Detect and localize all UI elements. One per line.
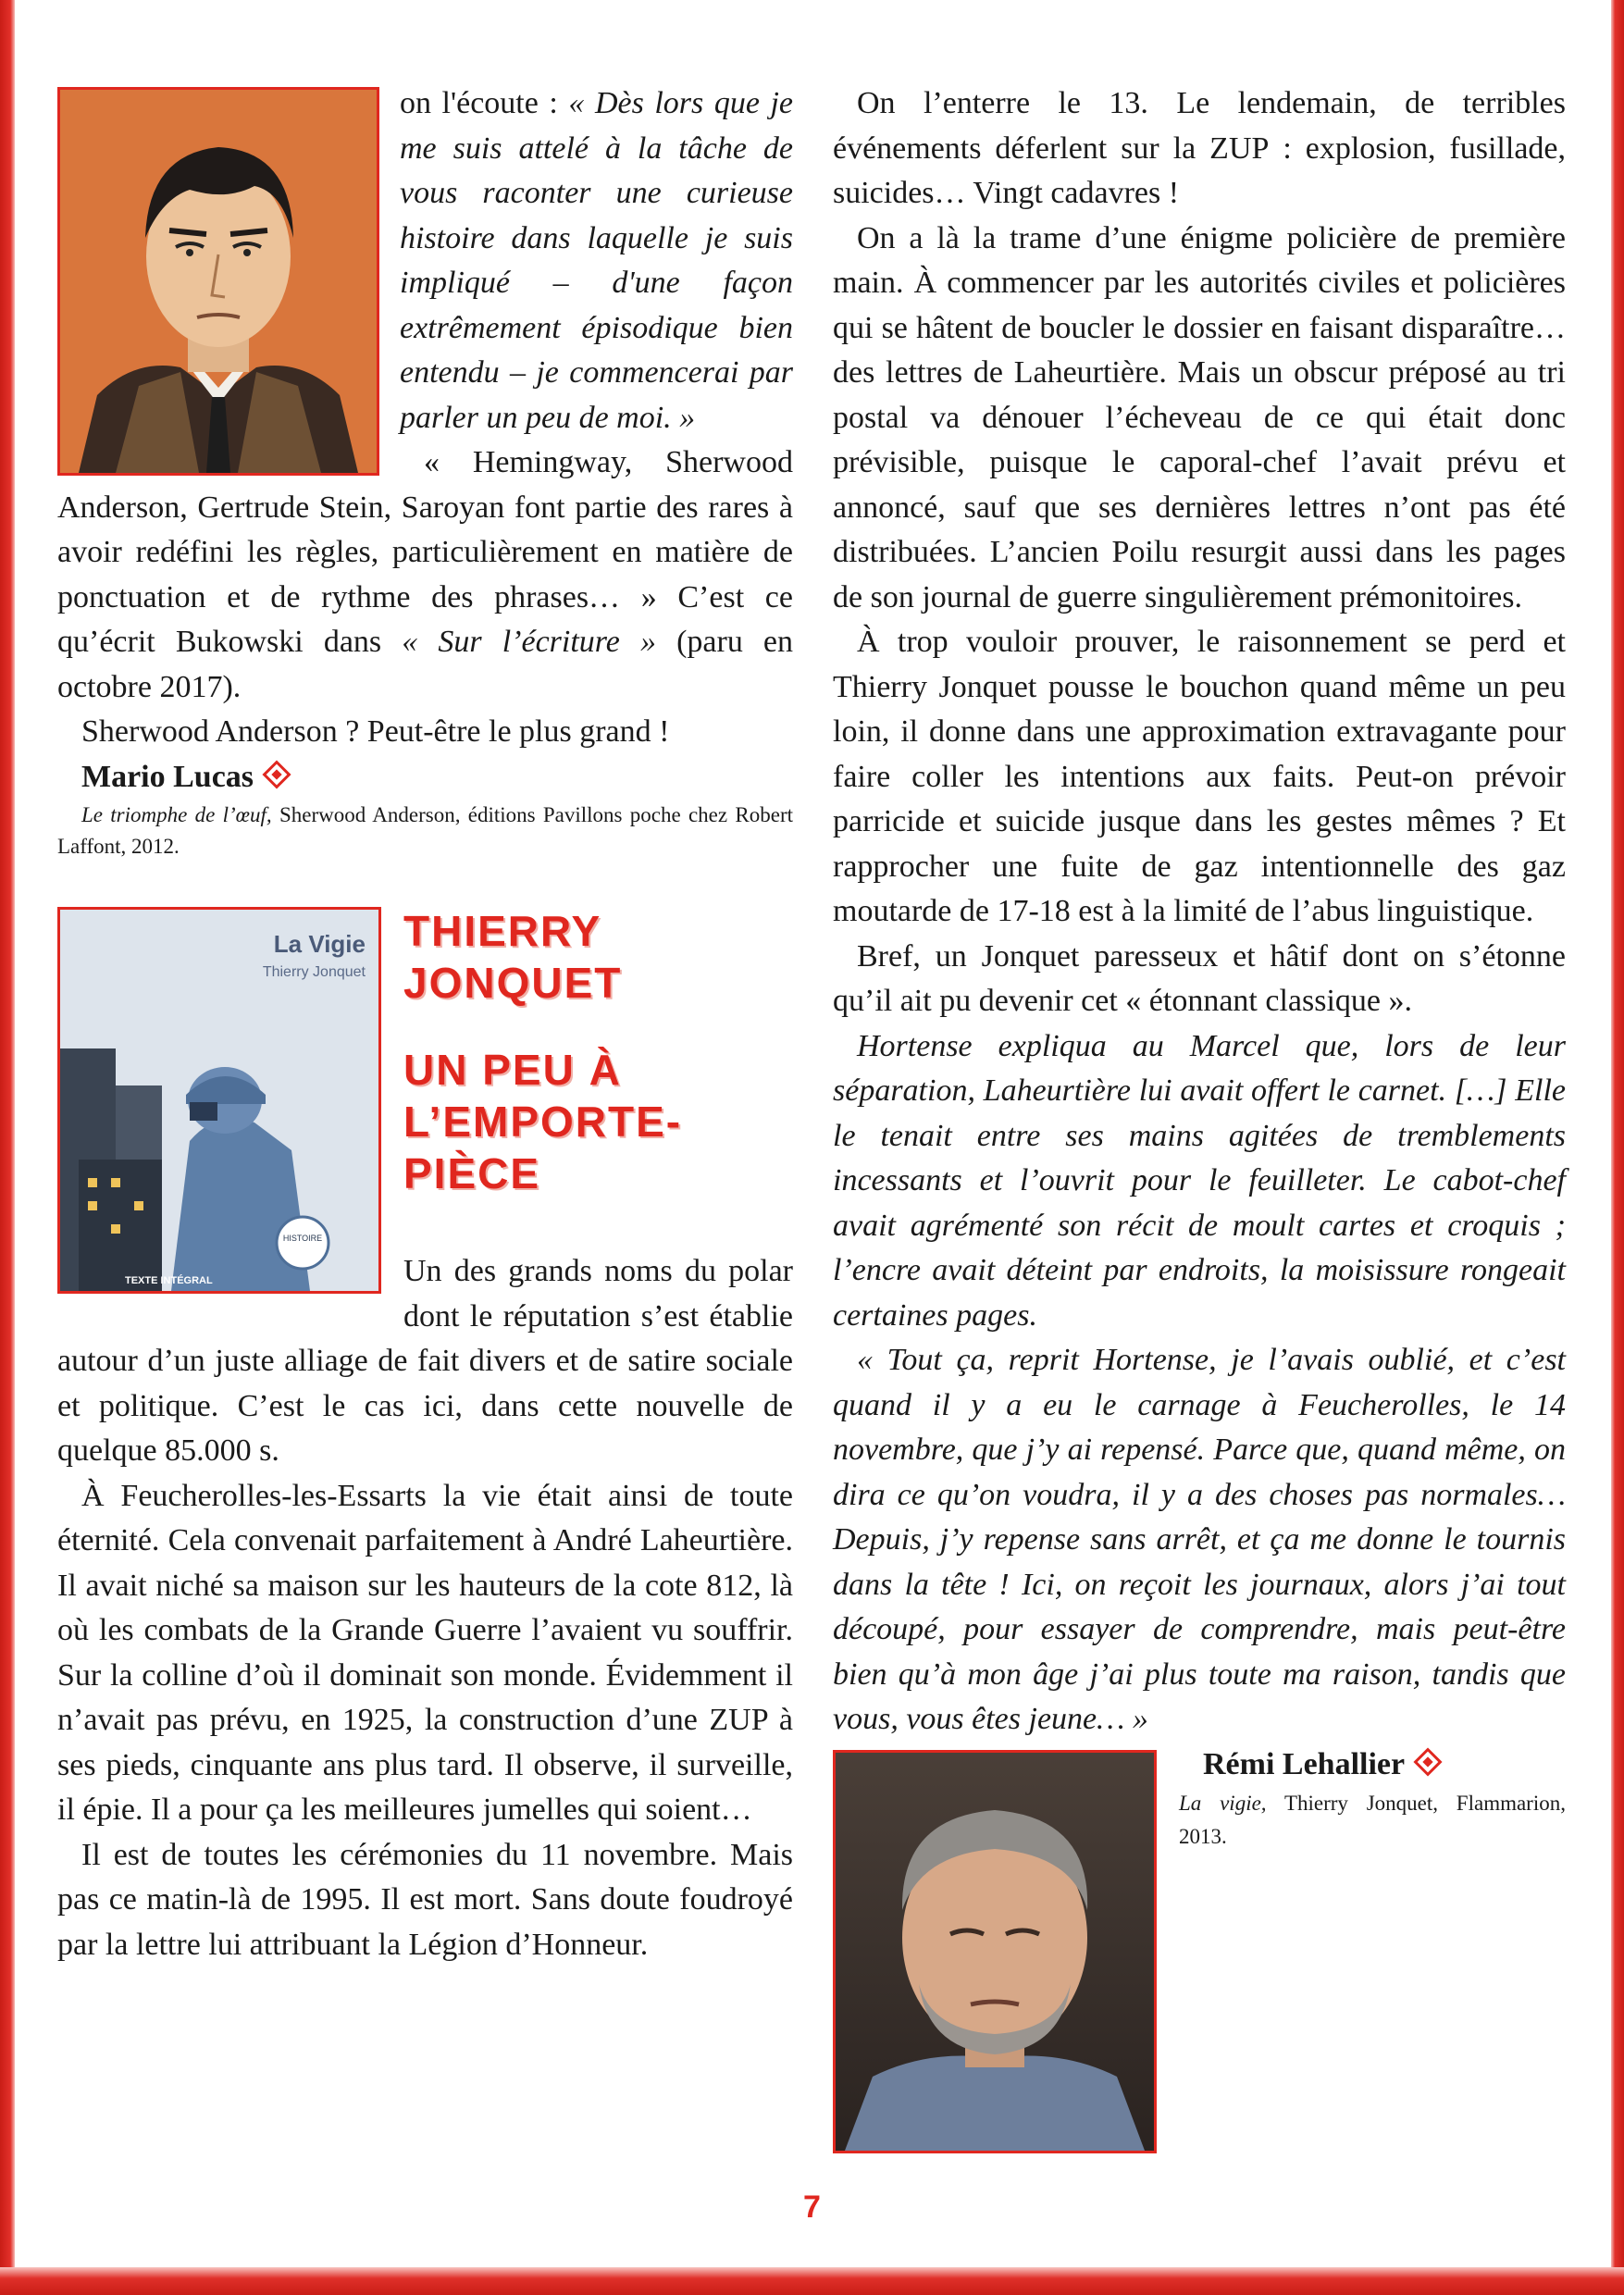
cover-footer: TEXTE INTÉGRAL bbox=[125, 1275, 213, 1286]
page-border-left bbox=[0, 0, 15, 2295]
sherwood-anderson-portrait bbox=[57, 87, 379, 476]
jonquet-paragraph-3: Il est de toutes les cérémonies du 11 novembre. Mais pas ce matin-là de 1995. Il est mort. Sans doute foudroyé par la lettre lui attribuant la Légion d’Honneur. bbox=[57, 1837, 793, 1962]
book-reference-note bbox=[57, 800, 793, 862]
right-column bbox=[833, 81, 1566, 2159]
page-number: 7 bbox=[803, 2190, 821, 2225]
cover-title: La Vigie bbox=[273, 930, 366, 958]
article-title-line-2: JONQUET bbox=[403, 959, 623, 1007]
remi-lehallier-photo bbox=[833, 1750, 1157, 2153]
jonquet-paragraph-2: À Feucherolles-les-Essarts la vie était ainsi de toute éternité. Cela convenait parfaitement à André Laheurtière. Il avait niché sa maison sur les hauteurs de la cote 812, là où les combats de la Grande Guerre l’avaient vu souffrir. Sur la colline d’où il dominait son monde. Évidemment il n’avait pas prévu, en 1925, la construction d’une ZUP à ses pieds, cinquante ans plus tard. Il observe, il surveille, il épie. Il a pour ça les meilleures jumelles qui soient… bbox=[57, 1478, 793, 1827]
article-subtitle-line-3: PIÈCE bbox=[403, 1149, 541, 1197]
quote-intro: on l'écoute : bbox=[400, 86, 558, 120]
book-caption-title: La vigie, bbox=[1179, 1792, 1267, 1815]
bukowski-paragraph: « Hemingway, Sherwood Anderson, Gertrude Stein, Saroyan font partie des rares à avoir redéfini les règles, particulièrement en matière de ponctuation et de rythme des phrases… » C’est ce qu’écrit Bukowski dans bbox=[57, 445, 793, 659]
article-subtitle-line-1: UN PEU À bbox=[403, 1046, 622, 1094]
diamond-end-icon bbox=[1414, 1747, 1443, 1776]
cover-badge: HISTOIRE bbox=[282, 1234, 323, 1243]
book-caption-details: Thierry Jonquet, Flammarion, 2013. bbox=[1179, 1792, 1566, 1848]
jonquet-section bbox=[57, 907, 793, 1967]
page-border-right bbox=[1611, 0, 1624, 2295]
signature-remi-lehallier-text: Rémi Lehallier bbox=[1203, 1746, 1406, 1781]
book-reference-title: Le triomphe de l’œuf, bbox=[81, 803, 272, 826]
page-border-bottom bbox=[0, 2267, 1624, 2295]
article-subtitle-line-2: L’EMPORTE- bbox=[403, 1098, 683, 1146]
jonquet-paragraph-5: On a là la trame d’une énigme policière de première main. À commencer par les autorités civiles et policières qui se hâtent de boucler le dossier en faisant disparaître… des lettres de Laheurtière. Mais un obscur préposé au tri postal va dénouer l’écheveau de ce qui était donc prévisible, puisque le caporal-chef l’avait prévu et annoncé, sauf que ses dernières lettres n’ont pas été distribuées. L’ancien Poilu resurgit aussi dans les pages de son journal de guerre singulièrement prémonitoires. bbox=[833, 220, 1566, 614]
anderson-quote: « Dès lors que je me suis attelé à la tâche de vous raconter une curieuse histoire dans laquelle je suis impliqué – d'une façon extrêmement épisodique bien entendu – je commencerai par parler un peu de moi. » bbox=[400, 86, 793, 435]
bukowski-paragraph-end: (paru en octobre 2017). bbox=[57, 625, 794, 704]
book-reference-details: Sherwood Anderson, éditions Pavillons poche chez Robert Laffont, 2012. bbox=[57, 803, 793, 858]
jonquet-paragraph-7: Bref, un Jonquet paresseux et hâtif dont on s’étonne qu’il ait pu devenir cet « étonnant classique ». bbox=[833, 938, 1566, 1018]
jonquet-paragraph-1: Un des grands noms du polar dont le réputation s’est établie autour d’un juste alliage de fait divers et de satire sociale et politique. C’est le cas ici, dans cette nouvelle de quelque 85.000 s. bbox=[57, 1254, 793, 1468]
book-title-sur-lecriture: « Sur l’écriture » bbox=[402, 625, 656, 659]
signature-mario-lucas: Mario Lucas bbox=[81, 759, 254, 794]
jonquet-excerpt-2: « Tout ça, reprit Hortense, je l’avais oublié, et c’est quand il y a eu le carnage à Feucherolles, le 14 novembre, que j’y ai repensé. Parce que, quand même, on dira ce qu’on voudra, il y a des choses pas normales… Depuis, j’y repense sans arrêt, et ça me donne le tournis dans la tête ! Ici, on reçoit les journaux, alors j’ai tout découpé, pour essayer de comprendre, mais peut-être bien qu’à mon âge j’ai plus toute ma raison, tandis que vous, vous êtes jeune… » bbox=[833, 1343, 1566, 1736]
closing-sentence: Sherwood Anderson ? Peut-être le plus grand ! bbox=[81, 714, 670, 749]
la-vigie-book-cover bbox=[57, 907, 381, 1294]
jonquet-paragraph-4: On l’enterre le 13. Le lendemain, de terribles événements déferlent sur la ZUP : explosion, fusillade, suicides… Vingt cadavres ! bbox=[833, 86, 1566, 210]
diamond-end-icon bbox=[262, 760, 291, 788]
left-column bbox=[57, 81, 793, 1967]
cover-author: Thierry Jonquet bbox=[262, 964, 366, 980]
jonquet-paragraph-6: À trop vouloir prouver, le raisonnement se perd et Thierry Jonquet pousse le bouchon quand même un peu loin, il donne dans une approximation extravagante pour faire coller les intentions aux faits. Peut-on prévoir parricide et suicide jusque dans les gestes mêmes ? Et rapprocher une fuite de gaz intentionnelle des gaz moutarde de 17-18 est à la limité de l’abus linguistique. bbox=[833, 625, 1566, 928]
article-title-line-1: THIERRY bbox=[403, 907, 602, 955]
jonquet-excerpt-1: Hortense expliqua au Marcel que, lors de leur séparation, Laheurtière lui avait offert le carnet. […] Elle le tenait entre ses mains agitées de tremblements incessants et l’ouvrit pour le feuilleter. Le cabot-chef avait agrémenté son récit de moult cartes et croquis ; l’encre avait déteint par endroits, la moisissure rongeait certaines pages. bbox=[833, 1028, 1566, 1333]
